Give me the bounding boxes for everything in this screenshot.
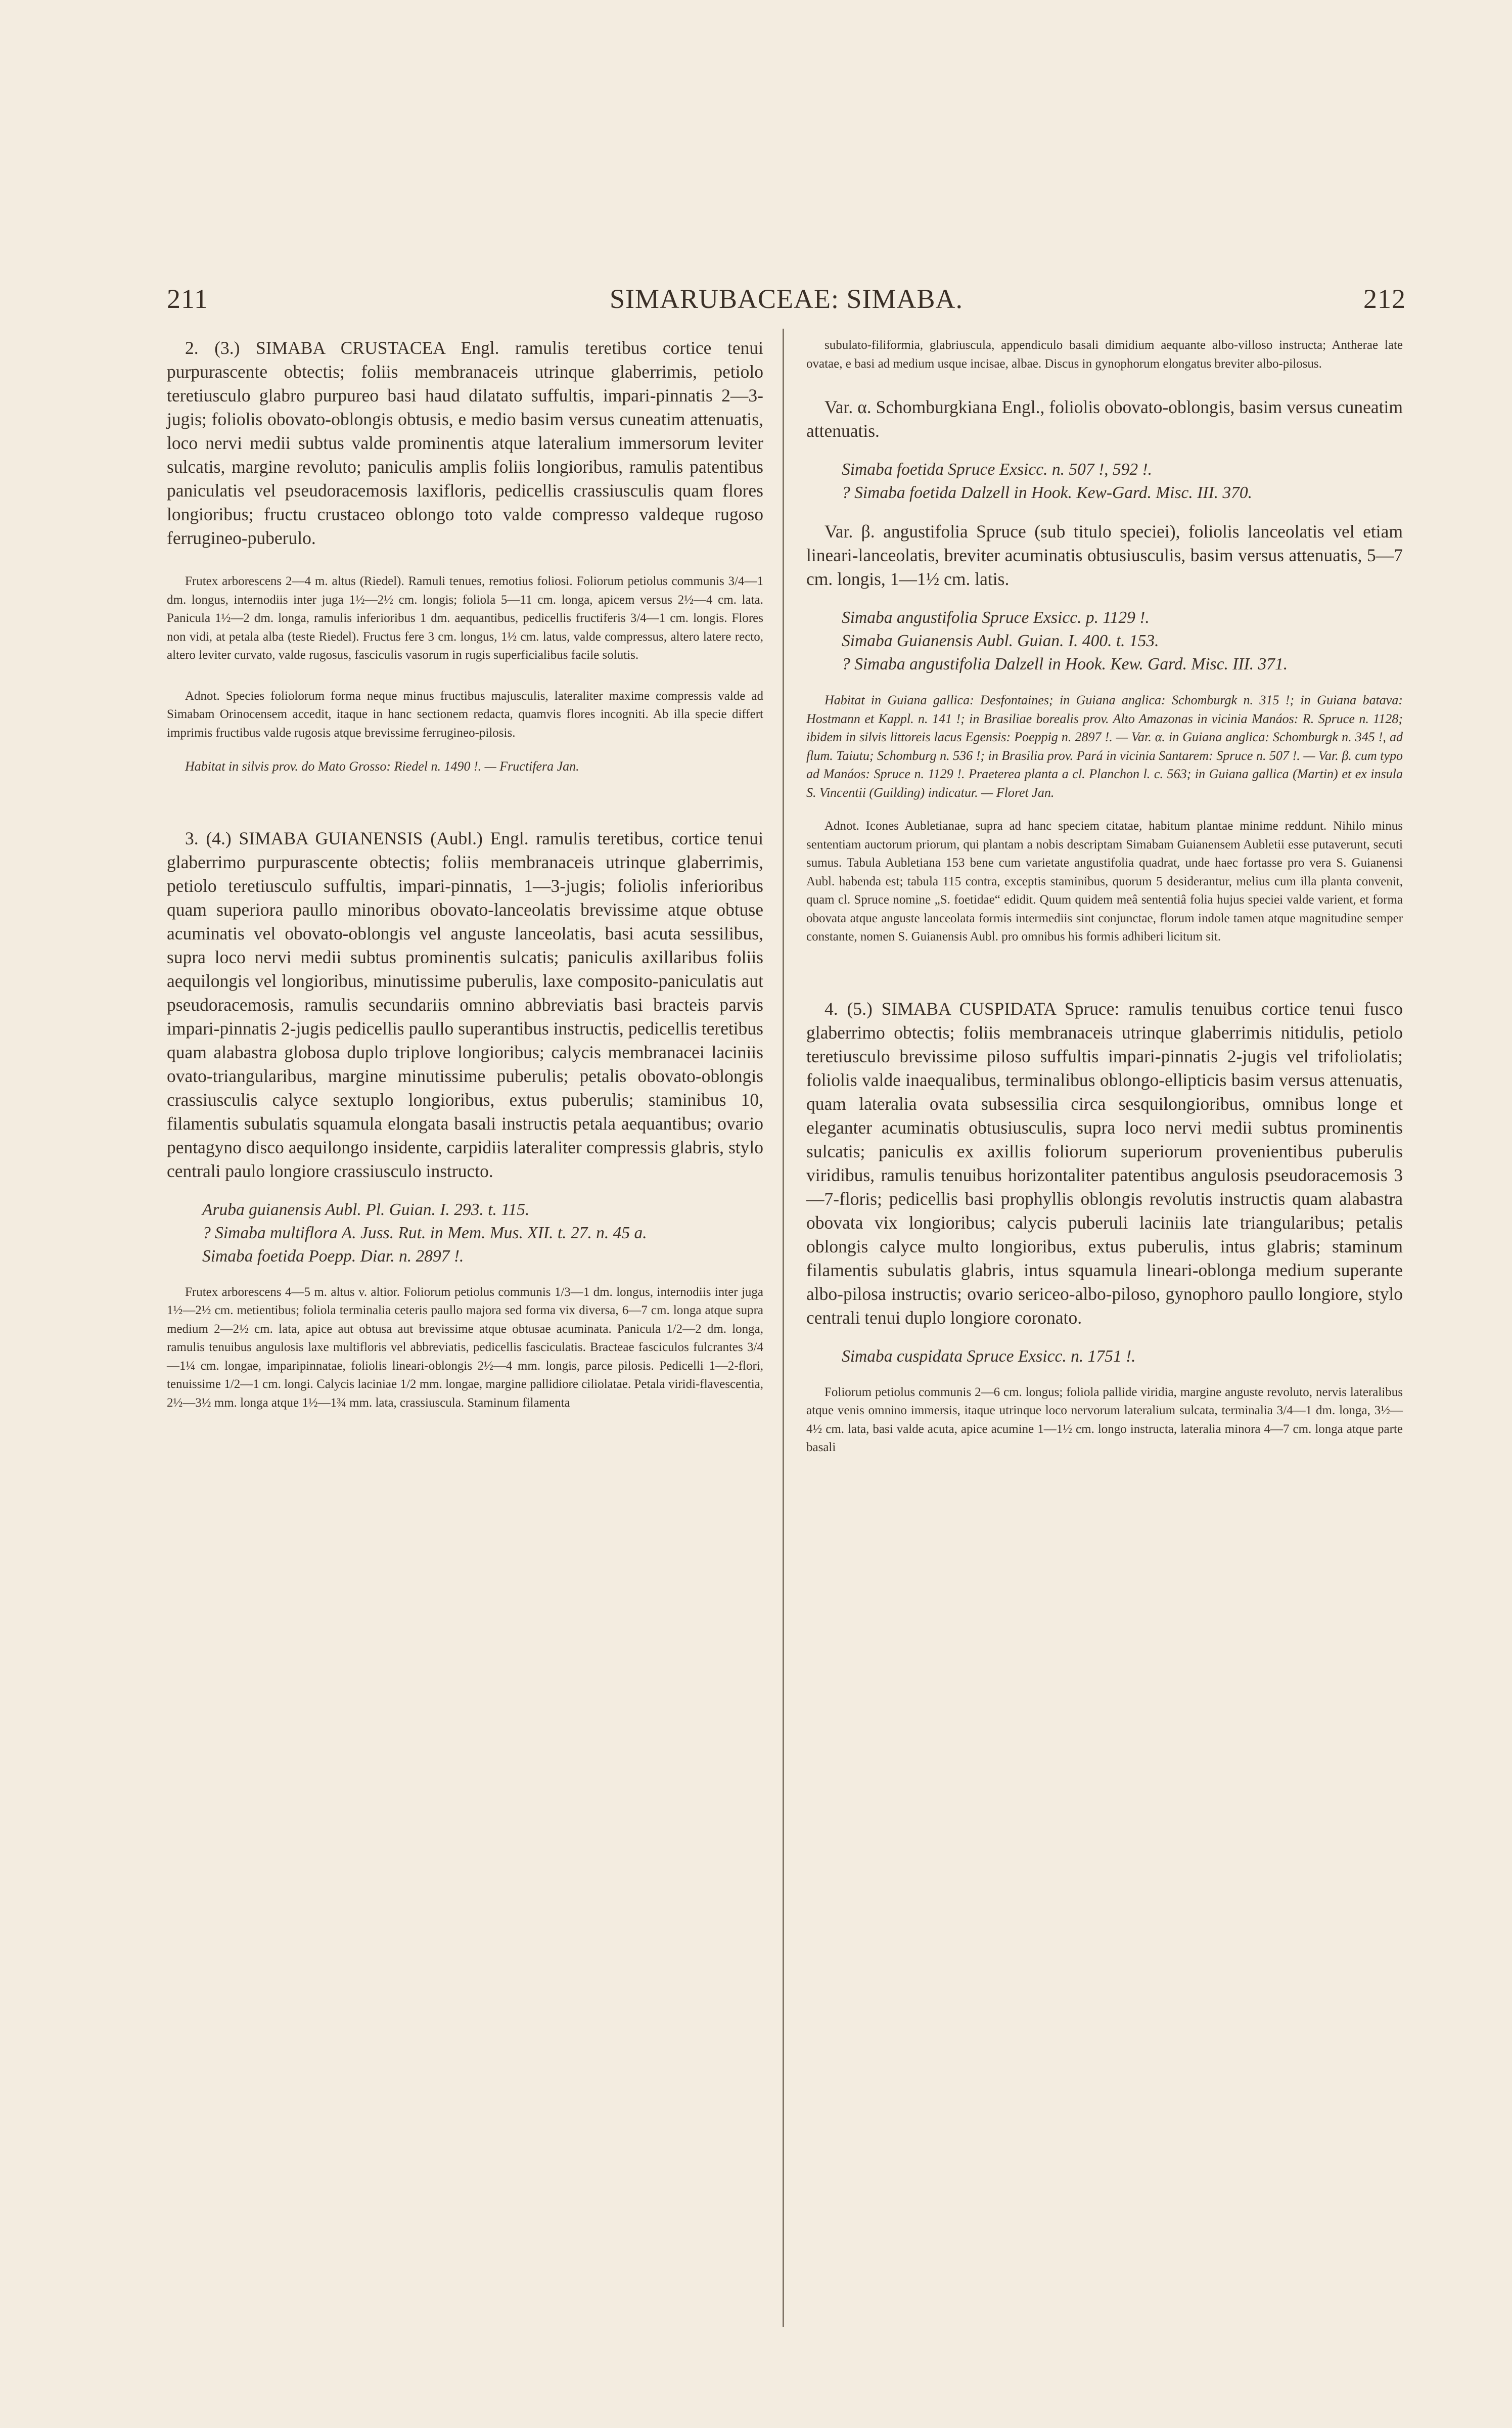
species-2-frutex-note: Frutex arborescens 2—4 m. altus (Riedel). Ramuli tenues, remotius foliosi. Foliorum petiolus communis 3/4—1 dm. longus, internodiis inter juga 1½—2½ cm. longis; foliola 5—11 cm. longa, apicem versus 2½—4 cm. lata. Panicula 1½—2 dm. longa, ramulis inferioribus 1 dm. aequantibus, pedicellis fructiferis 3/4—1 cm. longis. Flores non vidi, at petala alba (teste Riedel). Fructus fere 3 cm. longus, 1½ cm. latus, valde compressus, altero latere recto, altero leviter curvato, valde rugosus, fasciculis vasorum in rugis superficialibus facile solutis. xyxy=(167,574,763,662)
species-3-synonym: Aruba guianensis Aubl. Pl. Guian. I. 293. t. 115. xyxy=(202,1200,530,1219)
variety-beta-synonym: Simaba Guianensis Aubl. Guian. I. 400. t. 153. xyxy=(842,632,1159,650)
variety-alpha: Var. α. Schomburgkiana Engl., foliolis obovato-oblongis, basim versus cuneatim attenuatis. xyxy=(806,397,1403,441)
running-title: SIMARUBACEAE: SIMABA. xyxy=(609,284,964,314)
species-2-adnotatio: Adnot. Species foliolorum forma neque minus fructibus majusculis, lateraliter maxime compressis valde ad Simabam Orinocensem accedit, itaque in hanc sectionem redacta, quamvis flores incogniti. Ab illa specie differt imprimis fructibus valde rugosis atque brevissime ferrugineo-pilosis. xyxy=(167,689,763,740)
variety-beta: Var. β. angustifolia Spruce (sub titulo speciei), foliolis lanceolatis vel etiam lineari-lanceolatis, breviter acuminatis obtusiusculis, basim versus attenuatis, 5—7 cm. longis, 1—1½ cm. latis. xyxy=(806,521,1403,589)
species-3-adnotatio: Adnot. Icones Aubletianae, supra ad hanc speciem citatae, habitum plantae minime reddunt. Nihilo minus sententiam auctorum priorum, qui plantam a nobis descriptam Simabam Guianensem Aubletii esse putaverunt, secuti sumus. Tabula Aubletiana 153 bene cum varietate angustifolia quadrat, unde haec fortasse pro vera S. Guianensi Aubl. habenda est; tabula 115 contra, exceptis staminibus, quorum 5 desiderantur, melius cum illa planta convenit, quam cl. Spruce nomine „S. foetidae“ edidit. Quum quidem meâ sententiâ folia hujus speciei valde varient, et forma obovata atque anguste lanceolata formis intermediis sint conjunctae, florum indole tamen atque magnitudine semper constante, nomen S. Guianensis Aubl. pro omnibus his formis adhiberi licitum sit. xyxy=(806,819,1403,943)
species-3-description: 3. (4.) SIMABA GUIANENSIS (Aubl.) Engl. ramulis teretibus, cortice tenui glaberrimo purpurascente obtectis; foliis membranaceis utrinque glaberrimis, petiolo teretiusculo suffultis, impari-pinnatis, 1—3-jugis; foliolis inferioribus quam superiora paullo minoribus obovato-lanceolatis brevissime atque obtuse acuminatis vel obovato-oblongis vel anguste lanceolatis, basi acuta sessilibus, supra loco nervi medii subtus prominentis sulcatis; paniculis axillaribus foliis aequilongis vel longioribus, minutissime puberulis, laxe composito-paniculatis aut pseudoracemosis, ramulis secundariis omnino abbreviatis basi bracteis parvis impari-pinnatis 2-jugis pedicellis paullo superantibus instructis, pedicellis teretibus quam alabastra globosa duplo triplove longioribus; calycis membranacei laciniis ovato-triangularibus, margine minutissime puberulis; petalis obovato-oblongis crassiusculis calyce sextuplo longioribus, extus puberulis; staminibus 10, filamentis subulatis squamula elongata basali instructis petala aequantibus; ovario pentagyno disco aequilongo insidente, carpidiis lateraliter compressis glabris, stylo centrali paulo longiore crassiusculo instructo. xyxy=(167,828,763,1181)
species-3-synonym: ? Simaba multiflora A. Juss. Rut. in Mem. Mus. XII. t. 27. n. 45 a. xyxy=(202,1223,647,1242)
running-header xyxy=(167,283,1406,324)
species-3-synonym: Simaba foetida Poepp. Diar. n. 2897 !. xyxy=(202,1246,464,1266)
species-2-description: 2. (3.) SIMABA CRUSTACEA Engl. ramulis teretibus cortice tenui purpurascente obtectis; foliis membranaceis utrinque glaberrimis, petiolo teretiusculo glabro purpureo basi haud dilatato suffultis, impari-pinnatis 2—3-jugis; foliolis obovato-oblongis obtusis, e medio basim versus cuneatim attenuatis, loco nervi medii subtus valde prominentis atque lateralium immersorum leviter sulcatis, margine revoluto; paniculis amplis foliis longioribus, ramulis patentibus paniculatis vel pseudoracemosis laxifloris, pedicellis crassiusculis quam flores longioribus; fructu crustaceo oblongo toto valde compresso valdeque rugoso ferrugineo-puberulo. xyxy=(167,338,763,548)
column-divider xyxy=(783,329,784,2327)
species-3-frutex-note: Frutex arborescens 4—5 m. altus v. altior. Foliorum petiolus communis 1/3—1 dm. longus, internodiis inter juga 1½—2½ cm. metientibus; foliola terminalia ceteris paullo majora sed forma vix diversa, 6—7 cm. longa atque supra medium 2—2½ cm. lata, apice aut obtusa aut brevissime atque obtusae acuminata. Panicula 1/2—2 dm. longa, ramulis tenuibus angulosis laxe multifloris vel abbreviatis, pedicellis fasciculatis. Bracteae fasciculos fulcrantes 3/4—1¼ cm. longae, imparipinnatae, foliolis lineari-oblongis 2½—4 mm. longis, parce pilosis. Pedicelli 1—2-flori, tenuissime 1/2—1 cm. longi. Calycis laciniae 1/2 mm. longae, margine pallidiore ciliolatae. Petala viridi-flavescentia, 2½—3½ mm. longa atque 1½—1¾ mm. lata, crassiuscula. Staminum filamenta xyxy=(167,1285,763,1410)
variety-alpha-synonym: Simaba foetida Spruce Exsicc. n. 507 !, 592 !. xyxy=(842,460,1153,479)
variety-alpha-synonym: ? Simaba foetida Dalzell in Hook. Kew-Gard. Misc. III. 370. xyxy=(842,483,1252,502)
variety-beta-synonym: Simaba angustifolia Spruce Exsicc. p. 1129 !. xyxy=(842,608,1150,627)
page-number-right: 212 xyxy=(1363,284,1406,314)
right-column xyxy=(806,336,1403,1457)
species-4-foliorum-note: Foliorum petiolus communis 2—6 cm. longus; foliola pallide viridia, margine anguste revoluto, nervis lateralibus atque venis omnino immersis, itaque utrinque loco nervorum lateralium sulcata, terminalia 3/4—1 dm. longa, 3½—4½ cm. lata, basi valde acuta, apice acumine 1—1½ cm. longo instructa, lateralia minora 4—7 cm. longa atque parte basali xyxy=(806,1385,1403,1454)
variety-beta-synonym: ? Simaba angustifolia Dalzell in Hook. Kew. Gard. Misc. III. 371. xyxy=(842,655,1288,673)
species-3-habitat: Habitat in Guiana gallica: Desfontaines; in Guiana anglica: Schomburgk n. 315 !; in Guiana batava: Hostmann et Kappl. n. 141 !; in Brasiliae borealis prov. Alto Amazonas in vicinia Manáos: R. Spruce n. 1128; ibidem in silvis littoreis lacus Egensis: Poeppig n. 2897 !. — Var. α. in Guiana anglica: Schomburgk n. 345 !, ad flum. Taiutu; Schomburg n. 536 !; in Brasilia prov. Pará in vicinia Santarem: Spruce n. 507 !. — Var. β. cum typo ad Manáos: Spruce n. 1129 !. Praeterea planta a cl. Planchon l. c. 563; in Guiana gallica (Martin) et ex insula S. Vincentii (Guilding) indicatur. — Floret Jan. xyxy=(806,693,1403,800)
species-4-description: 4. (5.) SIMABA CUSPIDATA Spruce: ramulis tenuibus cortice tenui fusco glaberrimo obtectis; foliis membranaceis utrinque glaberrimis nitidulis, petiolo teretiusculo brevissime piloso suffultis impari-pinnatis 2-jugis vel trifoliolatis; foliolis valde inaequalibus, terminalibus oblongo-ellipticis basim versus attenuatis, quam lateralia ovata subsessilia circa sesquilongioribus, omnibus longe et eleganter acuminatis obtusiusculis, supra loco nervi medii subtus prominentis sulcatis; paniculis ex axillis foliorum superiorum provenientibus puberulis viridibus, ramulis tenuibus horizontaliter patentibus angulosis pseudoracemosis 3—7-floris; pedicellis basi prophyllis oblongis revolutis instructis quam alabastra obovata vix longioribus; calycis puberuli laciniis late triangularibus; petalis oblongis calyce multo longioribus, extus puberulis, intus glabris; staminum filamentis subulatis glabris, intus squamula lineari-oblonga medium superante albo-pilosa instructis; ovario sericeo-albo-piloso, gynophoro paullo longiore, stylo centrali tenui duplo longiore coronato. xyxy=(806,998,1403,1328)
species-4-synonym: Simaba cuspidata Spruce Exsicc. n. 1751 !. xyxy=(842,1346,1136,1366)
left-column xyxy=(167,336,763,1412)
page-number-left: 211 xyxy=(167,284,208,314)
species-3-continuation: subulato-filiformia, glabriuscula, appendiculo basali dimidium aequante albo-villoso instructa; Antherae late ovatae, e basi ad medium usque incisae, albae. Discus in gynophorum elongatus breviter albo-pilosus. xyxy=(806,338,1403,371)
species-2-habitat: Habitat in silvis prov. do Mato Grosso: Riedel n. 1490 !. — Fructifera Jan. xyxy=(185,759,579,774)
